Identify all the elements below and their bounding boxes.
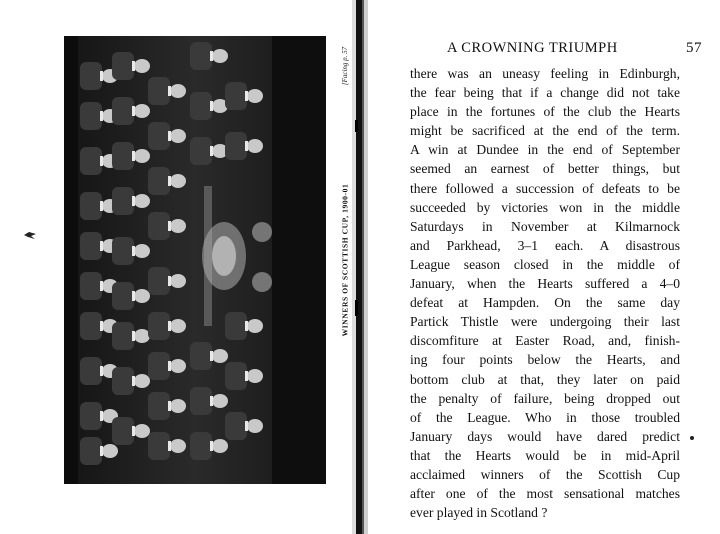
player-face bbox=[247, 139, 263, 153]
page-number: 57 bbox=[686, 40, 702, 56]
player-figure bbox=[112, 187, 134, 215]
player-figure bbox=[148, 122, 170, 150]
player-figure bbox=[112, 97, 134, 125]
player-figure bbox=[148, 77, 170, 105]
text-line: of the League. Who in those troubled bbox=[410, 409, 680, 425]
book-gutter bbox=[352, 0, 368, 534]
player-figure bbox=[112, 237, 134, 265]
player-face bbox=[247, 319, 263, 333]
text-line: defeat at Hampden. On the same day bbox=[410, 295, 680, 311]
player-face bbox=[170, 319, 186, 333]
player-face bbox=[170, 439, 186, 453]
text-line: ing four points below the Hearts, and bbox=[410, 352, 680, 368]
text-line: League season closed in the middle of bbox=[410, 256, 680, 272]
text-line: ever played in Scotland ? bbox=[410, 505, 548, 521]
player-face bbox=[134, 289, 150, 303]
ink-dot bbox=[690, 436, 694, 440]
player-figure bbox=[80, 402, 102, 430]
player-figure bbox=[225, 132, 247, 160]
player-figure bbox=[148, 267, 170, 295]
player-face bbox=[170, 219, 186, 233]
player-figure bbox=[190, 137, 212, 165]
player-face bbox=[134, 329, 150, 343]
text-line: the fear being that if a change did not take bbox=[410, 85, 680, 101]
player-face bbox=[134, 59, 150, 73]
player-figure bbox=[80, 102, 102, 130]
player-figure bbox=[225, 82, 247, 110]
player-figure bbox=[225, 312, 247, 340]
text-line: January, when the Hearts suffered a 4–0 bbox=[410, 276, 680, 292]
text-line: the penalty of failure, being dropped out bbox=[410, 390, 680, 406]
player-face bbox=[247, 369, 263, 383]
player-face bbox=[247, 89, 263, 103]
text-line: Saturdays in November at Kilmarnock bbox=[410, 218, 680, 234]
player-figure bbox=[148, 432, 170, 460]
chapter-title: A CROWNING TRIUMPH bbox=[447, 40, 618, 56]
team-photograph bbox=[64, 36, 326, 484]
player-face bbox=[212, 349, 228, 363]
player-face bbox=[170, 399, 186, 413]
text-line: seemed an earnest of better things, but bbox=[410, 161, 680, 177]
player-figure bbox=[148, 352, 170, 380]
player-figure bbox=[190, 42, 212, 70]
text-line: bottom club at that, they later on paid bbox=[410, 371, 680, 387]
player-figure bbox=[225, 412, 247, 440]
text-line: after one of the most sensational matches bbox=[410, 486, 680, 502]
player-figure bbox=[112, 52, 134, 80]
player-figure bbox=[80, 147, 102, 175]
photo-caption: WINNERS OF SCOTTISH CUP, 1900-01 bbox=[340, 183, 350, 337]
player-figure bbox=[190, 387, 212, 415]
text-line: succeeded by victories won in the middle bbox=[410, 199, 680, 215]
player-face bbox=[134, 149, 150, 163]
player-face bbox=[212, 394, 228, 408]
player-face bbox=[170, 84, 186, 98]
text-line: place in the fortunes of the club the Hearts bbox=[410, 104, 680, 120]
player-figure bbox=[190, 432, 212, 460]
player-figure bbox=[190, 342, 212, 370]
player-face bbox=[170, 359, 186, 373]
running-head bbox=[447, 40, 702, 60]
player-figure bbox=[148, 312, 170, 340]
player-face bbox=[212, 439, 228, 453]
player-face bbox=[170, 129, 186, 143]
player-figure bbox=[112, 417, 134, 445]
text-line: acclaimed winners of the Scottish Cup bbox=[410, 466, 680, 482]
facing-page-note: [Facing p. 57 bbox=[341, 46, 349, 86]
player-face bbox=[102, 444, 118, 458]
ink-speck bbox=[23, 230, 37, 240]
text-line: there was an uneasy feeling in Edinburgh, bbox=[410, 66, 680, 81]
text-line: and Parkhead, 3–1 each. A disastrous bbox=[410, 237, 680, 253]
text-line: A win at Dundee in the end of September bbox=[410, 142, 680, 158]
player-figure bbox=[80, 357, 102, 385]
player-face bbox=[170, 274, 186, 288]
player-figure bbox=[112, 367, 134, 395]
player-face bbox=[134, 374, 150, 388]
player-figure bbox=[148, 392, 170, 420]
text-line: discomfiture at Easter Road, and, finish- bbox=[410, 333, 680, 349]
player-figure bbox=[148, 167, 170, 195]
player-figure bbox=[225, 362, 247, 390]
player-figure bbox=[80, 232, 102, 260]
text-line: January days would have dared predict bbox=[410, 428, 680, 444]
player-face bbox=[247, 419, 263, 433]
player-face bbox=[134, 194, 150, 208]
player-figure bbox=[112, 142, 134, 170]
player-figure bbox=[80, 272, 102, 300]
text-line: Partick Thistle were undergoing their last bbox=[410, 314, 680, 330]
text-line: might be sacrificed at the end of the term. bbox=[410, 123, 680, 139]
body-text bbox=[410, 64, 680, 522]
player-face bbox=[170, 174, 186, 188]
player-figure bbox=[80, 312, 102, 340]
player-face bbox=[134, 104, 150, 118]
player-figure bbox=[80, 62, 102, 90]
left-page bbox=[0, 0, 356, 534]
player-figure bbox=[80, 437, 102, 465]
text-line: there followed a succession of defeats to be bbox=[410, 180, 680, 196]
player-face bbox=[134, 424, 150, 438]
right-page bbox=[368, 0, 720, 534]
player-figure bbox=[80, 192, 102, 220]
player-figure bbox=[112, 282, 134, 310]
player-figure bbox=[112, 322, 134, 350]
player-figure bbox=[148, 212, 170, 240]
player-face bbox=[134, 244, 150, 258]
player-face bbox=[212, 49, 228, 63]
player-figure bbox=[190, 92, 212, 120]
text-line: that the Hearts would be in mid-April bbox=[410, 447, 680, 463]
